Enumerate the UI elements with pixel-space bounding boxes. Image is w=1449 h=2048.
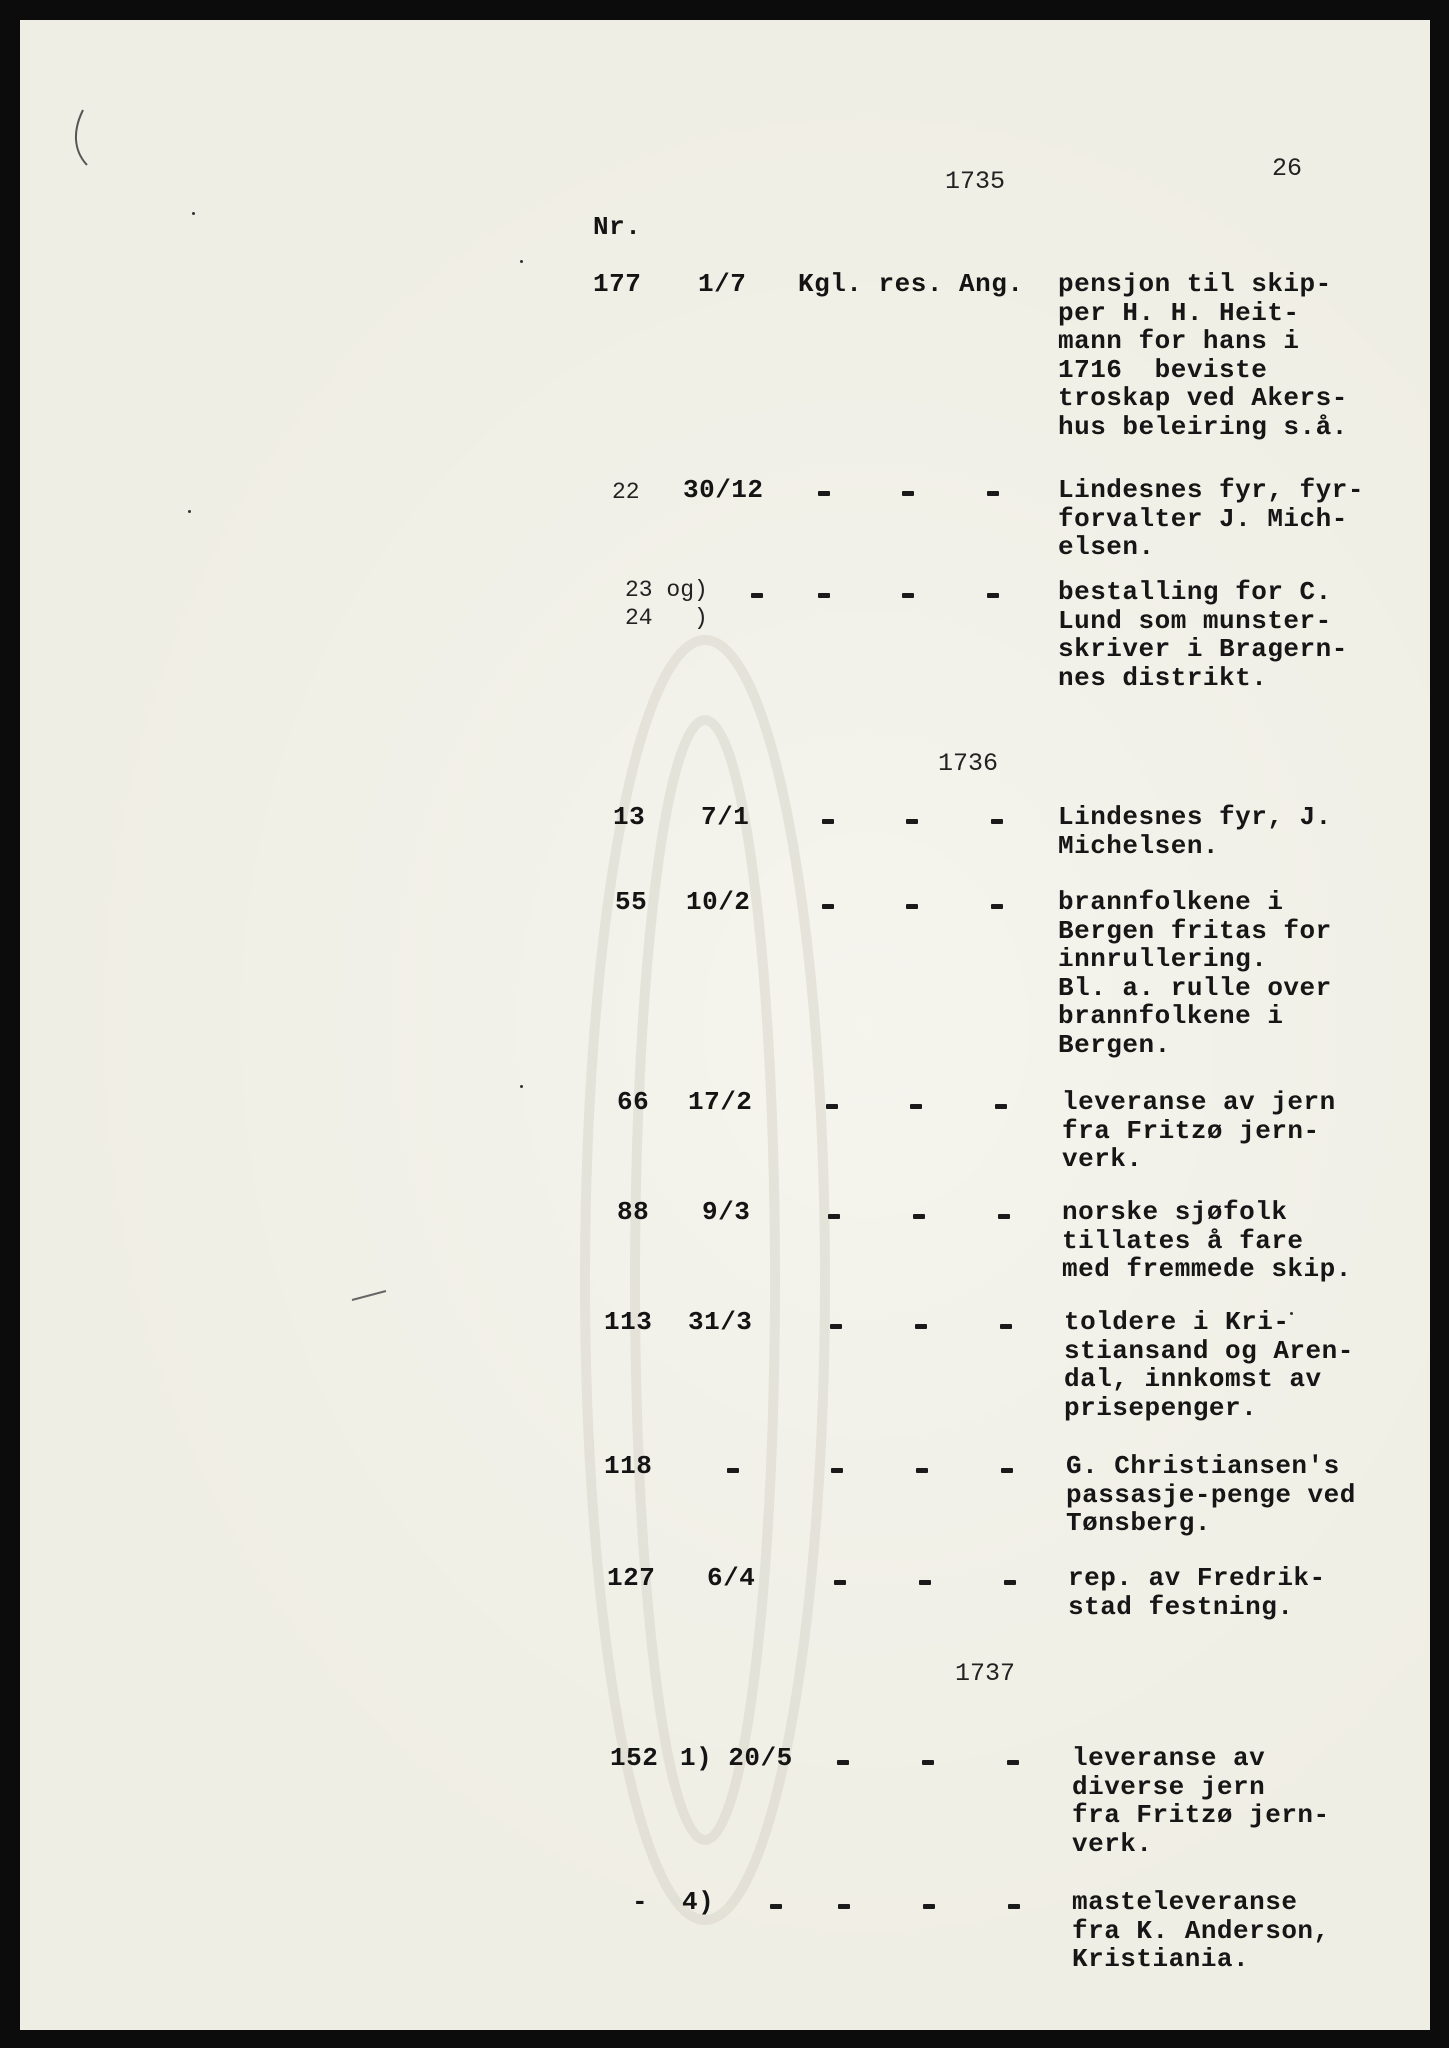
entry-113-nr: 113: [604, 1307, 653, 1337]
description-line: fra K. Anderson,: [1072, 1915, 1330, 1946]
year-heading-1735: 1735: [945, 167, 1006, 196]
entry-23-nr: 23 og): [625, 577, 708, 603]
description-line: tillates å fare: [1062, 1225, 1304, 1256]
description-line: diverse jern: [1072, 1771, 1266, 1802]
paper-speck: [1290, 1312, 1293, 1315]
ditto-mark: [818, 491, 830, 496]
description-line: elsen.: [1058, 532, 1155, 562]
description-line: forvalter J. Mich-: [1058, 503, 1348, 534]
ditto-mark: [834, 1580, 846, 1585]
pencil-stroke: [350, 1288, 390, 1302]
description-line: prisepenger.: [1064, 1392, 1258, 1423]
description-line: Bergen.: [1058, 1029, 1171, 1060]
entry-127-nr: 127: [607, 1563, 656, 1593]
entry-88-nr: 88: [617, 1197, 650, 1227]
description-line: nes distrikt.: [1058, 662, 1268, 693]
description-line: passasje-penge ved: [1066, 1479, 1356, 1510]
ditto-mark: [995, 1104, 1007, 1109]
ditto-mark: [1001, 1468, 1013, 1473]
ditto-mark: [1000, 1324, 1012, 1329]
ditto-mark: [822, 819, 834, 824]
ditto-mark: [902, 491, 914, 496]
entry-177-nr: 177: [593, 269, 642, 299]
ditto-mark: [906, 904, 918, 909]
ditto-mark: [922, 1760, 934, 1765]
ditto-mark: [991, 819, 1003, 824]
entry-4-description: [1072, 1888, 1330, 1974]
entry-113-date: 31/3: [688, 1307, 753, 1337]
entry-55-nr: 55: [615, 887, 648, 917]
description-line: pensjon til skip-: [1058, 269, 1332, 299]
entry-66-date: 17/2: [688, 1087, 753, 1117]
entry-177-description: [1058, 270, 1348, 441]
description-line: hus beleiring s.å.: [1058, 411, 1348, 442]
ditto-mark: [987, 491, 999, 496]
description-line: Lund som munster-: [1058, 605, 1332, 636]
ditto-mark: [987, 593, 999, 598]
description-line: Bergen fritas for: [1058, 915, 1332, 946]
ditto-mark: [1008, 1904, 1020, 1909]
ditto-mark: [915, 1324, 927, 1329]
entry-88-description: [1062, 1198, 1352, 1284]
year-heading-1737: 1737: [955, 1659, 1016, 1688]
description-line: Lindesnes fyr, fyr-: [1058, 475, 1364, 505]
description-line: dal, innkomst av: [1064, 1364, 1322, 1394]
ditto-mark: [919, 1580, 931, 1585]
description-line: Kristiania.: [1072, 1944, 1250, 1974]
entry-127-description: [1068, 1564, 1326, 1621]
entry-22-description: [1058, 476, 1364, 562]
description-line: norske sjøfolk: [1062, 1197, 1288, 1227]
ditto-mark: [831, 1468, 843, 1473]
entry-22-nr: 22: [612, 479, 640, 505]
entry-23-24-nr: [625, 576, 708, 632]
entry-177-date: 1/7: [698, 269, 747, 299]
entry-66-nr: 66: [617, 1087, 650, 1117]
entry-13-date: 7/1: [701, 802, 750, 832]
entry-152-description: [1072, 1744, 1330, 1858]
ditto-mark: [916, 1468, 928, 1473]
description-line: verk.: [1072, 1828, 1153, 1859]
ditto-mark: [923, 1904, 935, 1909]
description-line: leveranse av jern: [1062, 1087, 1336, 1117]
ditto-mark: [837, 1760, 849, 1765]
description-line: 1716 beviste: [1058, 354, 1268, 385]
entry-88-date: 9/3: [702, 1197, 751, 1227]
ditto-mark: [770, 1904, 782, 1909]
ditto-mark: [906, 819, 918, 824]
ditto-mark: [998, 1214, 1010, 1219]
description-line: Tønsberg.: [1066, 1508, 1211, 1538]
archive-page: [20, 20, 1430, 2030]
description-line: Bl. a. rulle over: [1058, 972, 1332, 1003]
pencil-mark: [65, 105, 95, 175]
ditto-mark: [991, 904, 1003, 909]
entry-55-date: 10/2: [686, 887, 751, 917]
description-line: brannfolkene i: [1058, 887, 1284, 917]
description-line: fra Fritzø jern-: [1062, 1115, 1320, 1146]
description-line: verk.: [1062, 1144, 1143, 1174]
entry-24-nr: 24 ): [625, 605, 708, 631]
description-line: bestalling for C.: [1058, 577, 1332, 607]
entry-118-description: [1066, 1452, 1356, 1538]
entry-23-24-description: [1058, 578, 1348, 692]
ditto-mark: [838, 1904, 850, 1909]
description-line: stiansand og Aren-: [1064, 1335, 1354, 1366]
entry-66-description: [1062, 1088, 1336, 1174]
description-line: fra Fritzø jern-: [1072, 1800, 1330, 1830]
ditto-mark: [751, 593, 763, 598]
description-line: rep. av Fredrik-: [1068, 1563, 1326, 1593]
entry-127-date: 6/4: [707, 1563, 756, 1593]
entry-55-description: [1058, 888, 1332, 1059]
ditto-mark: [727, 1468, 739, 1473]
entry-152-nr: 152: [610, 1743, 659, 1773]
ditto-mark: [1007, 1760, 1019, 1765]
ditto-mark: [913, 1214, 925, 1219]
entry-177-type: Kgl. res. Ang.: [798, 269, 1024, 299]
description-line: Michelsen.: [1058, 830, 1220, 861]
description-line: Lindesnes fyr, J.: [1058, 802, 1332, 832]
description-line: brannfolkene i: [1058, 1001, 1284, 1031]
ditto-mark: [826, 1104, 838, 1109]
ditto-mark: [818, 593, 830, 598]
paper-speck: [188, 510, 191, 513]
paper-speck: [520, 1085, 523, 1088]
ditto-mark: [1004, 1580, 1016, 1585]
ditto-mark: [910, 1104, 922, 1109]
ditto-mark: [822, 904, 834, 909]
entry-152-date: 1) 20/5: [680, 1743, 793, 1773]
entry-4-date: 4): [682, 1887, 715, 1917]
description-line: innrullering.: [1058, 944, 1268, 974]
page-number: 26: [1272, 154, 1303, 183]
description-line: G. Christiansen's: [1066, 1451, 1340, 1481]
nr-column-label: Nr.: [593, 212, 642, 242]
entry-13-description: [1058, 803, 1332, 860]
entry-22-date: 30/12: [683, 475, 764, 505]
paper-speck: [520, 260, 523, 263]
description-line: med fremmede skip.: [1062, 1254, 1352, 1284]
description-line: mann for hans i: [1058, 326, 1300, 356]
description-line: troskap ved Akers-: [1058, 383, 1348, 413]
entry-13-nr: 13: [613, 802, 646, 832]
paper-speck: [192, 212, 195, 215]
ditto-mark: [830, 1324, 842, 1329]
ditto-mark: [828, 1214, 840, 1219]
entry-4-nr: -: [632, 1887, 649, 1917]
description-line: stad festning.: [1068, 1591, 1294, 1622]
entry-113-description: [1064, 1308, 1354, 1422]
description-line: masteleveranse: [1072, 1887, 1298, 1917]
ditto-mark: [902, 593, 914, 598]
description-line: leveranse av: [1072, 1743, 1266, 1773]
year-heading-1736: 1736: [938, 749, 999, 778]
description-line: toldere i Kri-: [1064, 1307, 1290, 1337]
description-line: per H. H. Heit-: [1058, 297, 1300, 328]
entry-118-nr: 118: [604, 1451, 653, 1481]
description-line: skriver i Bragern-: [1058, 634, 1348, 664]
